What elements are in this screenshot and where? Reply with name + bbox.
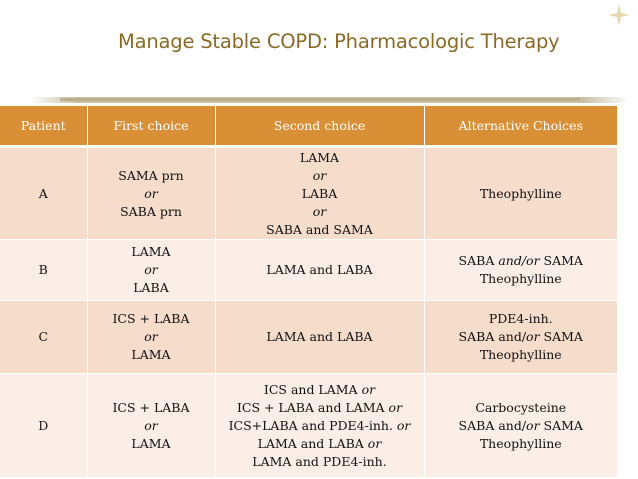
cell-line: Carbocysteine — [475, 399, 567, 415]
table-row — [0, 240, 617, 301]
cell-line: LABA — [133, 280, 169, 295]
cell-line: PDE4-inh. — [488, 311, 553, 326]
second-choice-cell — [215, 240, 424, 301]
cell-line: LAMA and LABA — [266, 262, 373, 277]
cell-text: ICS+LABA and PDE4-inh. — [228, 417, 397, 433]
cell-text: SABA and/ — [458, 417, 527, 433]
cell-text: LAMA and LABA — [257, 435, 368, 451]
cell-text: or — [367, 435, 382, 451]
first-choice-cell — [87, 240, 215, 301]
first-choice-cell — [87, 147, 215, 240]
header-first-choice: First choice — [87, 106, 215, 147]
cell-line: LAMA — [131, 435, 171, 451]
cell-line: or — [144, 185, 158, 201]
cell-line: Theophylline — [479, 185, 562, 201]
second-choice-cell — [215, 147, 424, 240]
header-alternative-choices: Alternative Choices — [424, 106, 617, 147]
alternative-cell — [424, 374, 617, 478]
patient-cell: C — [0, 301, 87, 374]
cell-text: SAMA — [539, 253, 583, 268]
table-row — [0, 374, 617, 478]
header-second-choice: Second choice — [215, 106, 424, 147]
first-choice-cell — [87, 374, 215, 478]
cell-line: or — [312, 203, 327, 219]
cell-line — [220, 399, 420, 417]
patient-cell: B — [0, 240, 87, 301]
cell-line: Theophylline — [479, 347, 562, 362]
patient-cell: A — [0, 147, 87, 240]
cell-text: or — [526, 417, 540, 433]
cell-text: or — [361, 381, 376, 397]
table-row — [0, 301, 617, 374]
cell-line: or — [312, 167, 327, 183]
cell-line: LABA — [301, 185, 338, 201]
patient-cell: D — [0, 374, 87, 478]
cell-line — [429, 252, 614, 270]
slide-title: Manage Stable COPD: Pharmacologic Therapy — [118, 30, 560, 53]
cell-line — [220, 417, 420, 435]
cell-line: LAMA — [131, 347, 171, 362]
cell-line: LAMA — [131, 244, 171, 259]
cell-line: or — [144, 417, 158, 433]
table-row — [0, 147, 617, 240]
cell-text: or — [396, 417, 411, 433]
cell-line: Theophylline — [479, 435, 562, 451]
cell-line: SAMA prn — [118, 167, 184, 183]
cell-line: LAMA and LABA — [266, 329, 373, 344]
cell-line: SABA and SAMA — [266, 221, 373, 237]
cell-line: SABA prn — [120, 203, 182, 219]
cell-text: SABA and/ — [458, 329, 527, 344]
header-patient: Patient — [0, 106, 87, 147]
cell-text: ICS and LAMA — [263, 381, 362, 397]
star-icon — [607, 3, 631, 27]
cell-line: LAMA and PDE4-inh. — [252, 453, 387, 469]
alternative-cell — [424, 147, 617, 240]
cell-text: or — [388, 399, 403, 415]
cell-text: and/or — [498, 253, 540, 268]
cell-line: Theophylline — [479, 271, 562, 286]
cell-line: ICS + LABA — [112, 311, 190, 326]
cell-text: or — [526, 329, 540, 344]
cell-text: ICS + LABA and LAMA — [236, 399, 389, 415]
title-divider-line — [60, 98, 580, 101]
second-choice-cell — [215, 301, 424, 374]
table-header-row — [0, 106, 617, 147]
alternative-cell — [424, 301, 617, 374]
cell-text: SAMA — [539, 417, 583, 433]
cell-text: SAMA — [539, 329, 583, 344]
first-choice-cell — [87, 301, 215, 374]
cell-line: LAMA — [299, 149, 340, 165]
therapy-table — [0, 106, 617, 478]
cell-line — [429, 328, 614, 346]
cell-line — [220, 381, 420, 399]
cell-line: or — [144, 262, 158, 277]
cell-line — [220, 435, 420, 453]
cell-line: ICS + LABA — [112, 399, 190, 415]
cell-line — [429, 417, 614, 435]
cell-text: SABA — [458, 253, 499, 268]
alternative-cell — [424, 240, 617, 301]
cell-line: or — [144, 329, 158, 344]
second-choice-cell — [215, 374, 424, 478]
